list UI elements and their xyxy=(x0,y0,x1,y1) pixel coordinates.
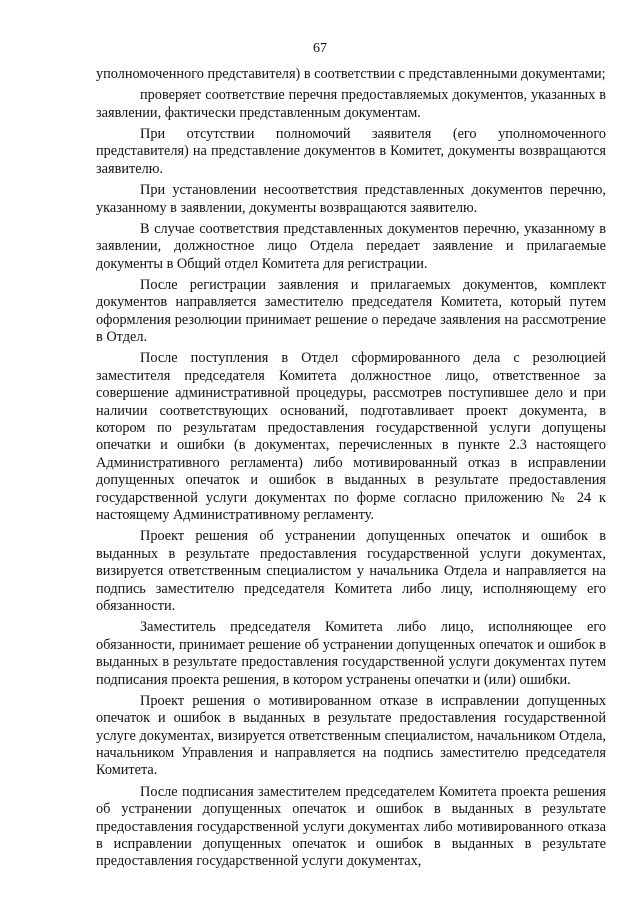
paragraph: В случае соответствия представленных документов перечню, указанному в заявлении, должностное лицо Отдела передает заявление и прилагаемые документы в Общий отдел Комитета для регистрации. xyxy=(96,220,606,272)
paragraph: Проект решения об устранении допущенных опечаток и ошибок в выданных в результате предоставления государственной услуги документах, визируется ответственным специалистом у начальника Отдела и направляется на подпись заместителю председателя Комитета либо лицу, исполняющему его обязанности. xyxy=(96,528,606,615)
paragraph: При установлении несоответствия представленных документов перечню, указанному в заявлении, документы возвращаются заявителю. xyxy=(96,182,606,216)
paragraph: уполномоченного представителя) в соответствии с представленными документами; xyxy=(96,66,606,82)
document-body xyxy=(96,66,606,875)
paragraph: проверяет соответствие перечня предоставляемых документов, указанных в заявлении, фактически представленным документам. xyxy=(96,87,606,121)
paragraph: При отсутствии полномочий заявителя (его уполномоченного представителя) на представление документов в Комитет, документы возвращаются заявителю. xyxy=(96,126,606,177)
paragraph: Проект решения о мотивированном отказе в исправлении допущенных опечаток и ошибок в выданных в результате предоставления государственной услуге документах, визируется ответственным специалистом, начальником Отдела, начальником Управления и направляется на подпись заместителю председателя Комитета. xyxy=(96,692,606,779)
paragraph: После подписания заместителем председателем Комитета проекта решения об устранении допущенных опечаток и ошибок в выданных в результате предоставления государственной услуги документах либо мотивированного отказа в исправлении допущенных опечаток и ошибок в выданных в результате предоставления государственной услуги документах, xyxy=(96,783,606,870)
paragraph: После регистрации заявления и прилагаемых документов, комплект документов направляется заместителю председателя Комитета, который путем оформления резолюции принимает решение о передаче заявления на рассмотрение в Отдел. xyxy=(96,276,606,346)
page-number: 67 xyxy=(313,41,327,56)
paragraph: После поступления в Отдел сформированного дела с резолюцией заместителя председателя Комитета должностное лицо, ответственное за совершение административной процедуры, рассмотрев поступившее дело и при наличии соответствующих оснований, подготавливает проект документа, в котором по результатам предоставления государственной услуги допущены опечатки и ошибки (в документах, перечисленных в пункте 2.3 настоящего Административного регламента) либо мотивированный отказ в исправлении допущенных опечаток и ошибок в выданных в результате предоставления государственной услуги документах по форме согласно приложению № 24 к настоящему Административному регламенту. xyxy=(96,350,606,524)
paragraph: Заместитель председателя Комитета либо лицо, исполняющее его обязанности, принимает решение об устранении допущенных опечаток и ошибок в выданных в результате предоставления государственной услуги документах путем подписания проекта решения, в котором устранены опечатки и (или) ошибки. xyxy=(96,619,606,688)
